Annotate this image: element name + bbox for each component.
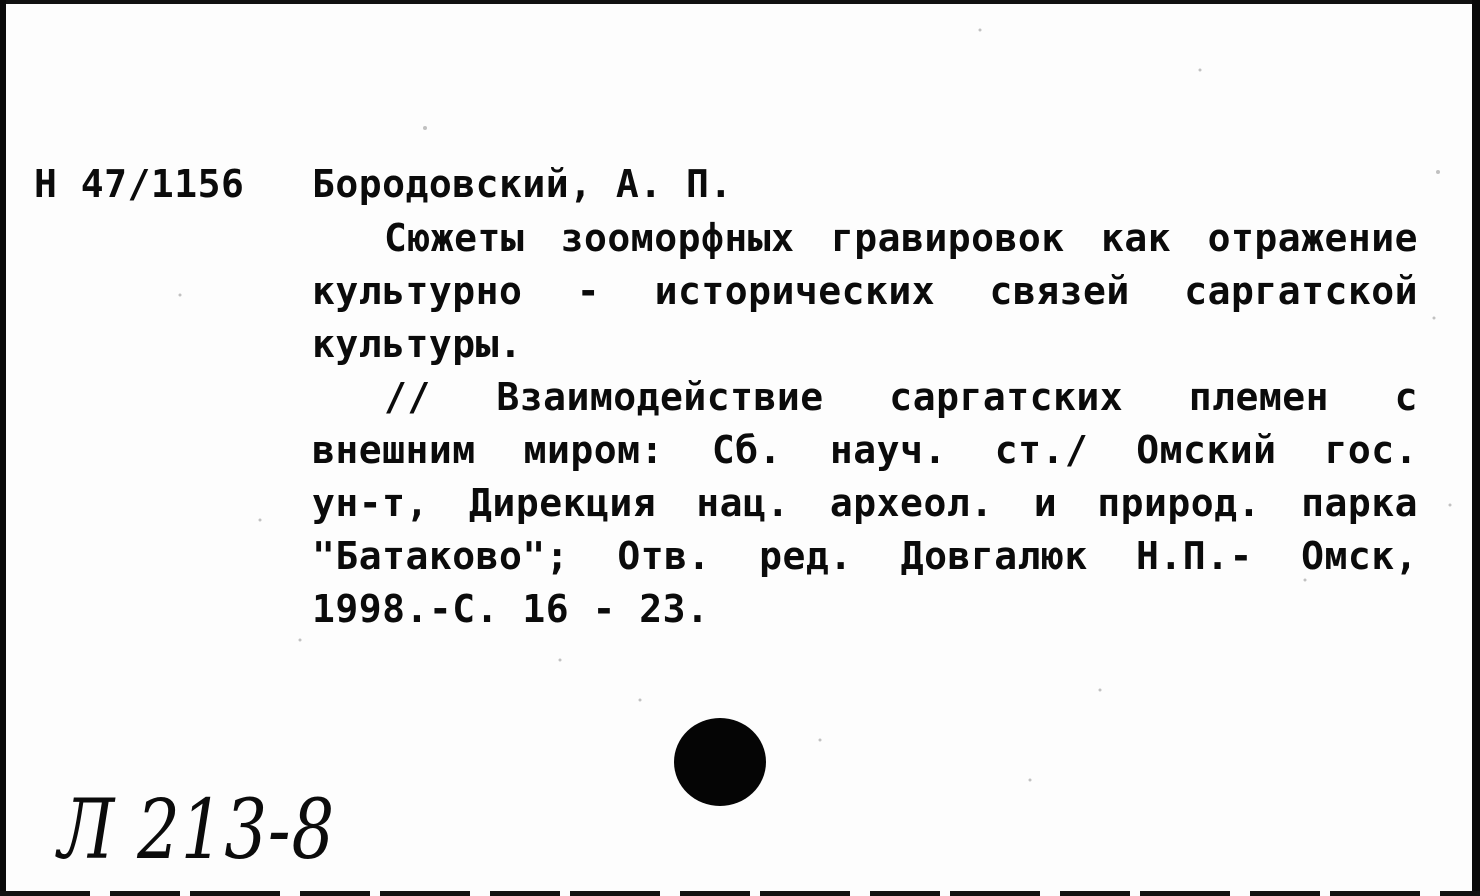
description-line: 1998.-С. 16 - 23.	[312, 587, 710, 631]
description-line: Сюжеты зооморфных гравировок как отражение	[384, 216, 1418, 260]
description-line: культуры.	[312, 322, 523, 366]
bibliographic-description	[312, 212, 1418, 636]
description-line: ун-т, Дирекция нац. археол. и природ. парка	[312, 481, 1418, 525]
description-line: // Взаимодействие саргатских племен с	[384, 375, 1418, 419]
author-heading: Бородовский, А. П.	[312, 162, 733, 206]
description-line: культурно - исторических связей саргатской	[312, 269, 1418, 313]
description-line: "Батаково"; Отв. ред. Довгалюк Н.П.- Омск,	[312, 534, 1418, 578]
description-line: внешним миром: Сб. науч. ст./ Омский гос.	[312, 428, 1418, 472]
handwritten-call-number: Л 213-8	[58, 783, 336, 878]
punch-hole	[674, 718, 766, 806]
shelf-mark: Н 47/1156	[34, 162, 245, 206]
